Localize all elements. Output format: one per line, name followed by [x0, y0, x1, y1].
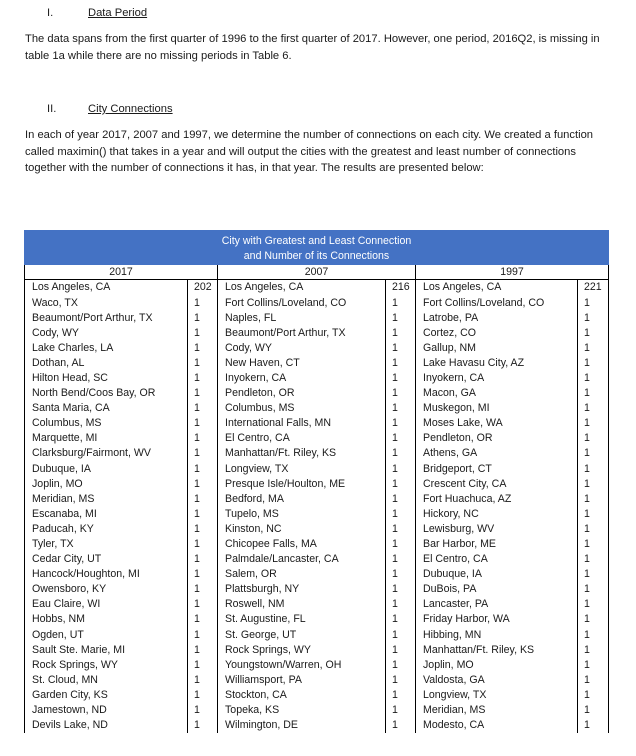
count-2017: 1: [188, 326, 218, 341]
table-row: [25, 341, 609, 356]
table-row: [25, 582, 609, 597]
count-2007: 1: [386, 718, 416, 733]
count-1997: 1: [578, 522, 609, 537]
count-2007: 1: [386, 477, 416, 492]
city-1997: Cortez, CO: [416, 326, 578, 341]
city-2007: International Falls, MN: [218, 416, 386, 431]
city-2017: Garden City, KS: [25, 688, 188, 703]
count-2007: 1: [386, 673, 416, 688]
table-title-row: [25, 231, 609, 265]
count-1997: 1: [578, 628, 609, 643]
table-row: [25, 643, 609, 658]
count-2017: 1: [188, 673, 218, 688]
city-1997: Meridian, MS: [416, 703, 578, 718]
city-2007: Palmdale/Lancaster, CA: [218, 552, 386, 567]
count-2007: 1: [386, 507, 416, 522]
count-2017: 1: [188, 643, 218, 658]
city-2007: Beaumont/Port Arthur, TX: [218, 326, 386, 341]
count-2017: 1: [188, 537, 218, 552]
count-2017: 1: [188, 356, 218, 371]
table-row: [25, 522, 609, 537]
count-2007: 1: [386, 371, 416, 386]
table-row: [25, 507, 609, 522]
table-row: [25, 401, 609, 416]
city-2017: Hobbs, NM: [25, 612, 188, 627]
count-1997: 1: [578, 718, 609, 733]
count-2007: 1: [386, 628, 416, 643]
count-1997: 1: [578, 597, 609, 612]
city-2007: Plattsburgh, NY: [218, 582, 386, 597]
city-2017: Columbus, MS: [25, 416, 188, 431]
city-2017: Sault Ste. Marie, MI: [25, 643, 188, 658]
year-header-1997: 1997: [416, 265, 609, 280]
section-2-title: City Connections: [88, 103, 173, 115]
city-2007: Pendleton, OR: [218, 386, 386, 401]
city-2017: Lake Charles, LA: [25, 341, 188, 356]
section-1-paragraph: The data spans from the first quarter of 1996 to the first quarter of 2017. However, one period, 2016Q2, is missing in table 1a while there are no missing periods in Table 6.: [25, 33, 600, 62]
section-2-number: II.: [47, 103, 57, 115]
table-title-line-2: and Number of its Connections: [243, 249, 390, 262]
count-2007: 1: [386, 416, 416, 431]
city-1997: Macon, GA: [416, 386, 578, 401]
section-2-heading: [47, 101, 173, 117]
count-2007: 1: [386, 341, 416, 356]
city-2007: Naples, FL: [218, 311, 386, 326]
city-1997: Lake Havasu City, AZ: [416, 356, 578, 371]
city-2007: Youngstown/Warren, OH: [218, 658, 386, 673]
city-2007: Cody, WY: [218, 341, 386, 356]
count-1997: 1: [578, 673, 609, 688]
city-2007: St. Augustine, FL: [218, 612, 386, 627]
city-2007: Tupelo, MS: [218, 507, 386, 522]
city-2007: Roswell, NM: [218, 597, 386, 612]
count-2007: 1: [386, 311, 416, 326]
count-1997: 1: [578, 492, 609, 507]
city-2017: Escanaba, MI: [25, 507, 188, 522]
city-2017: Devils Lake, ND: [25, 718, 188, 733]
city-2017: Santa Maria, CA: [25, 401, 188, 416]
city-2017: Dubuque, IA: [25, 462, 188, 477]
table-row: [25, 477, 609, 492]
count-1997: 1: [578, 582, 609, 597]
city-2007: Fort Collins/Loveland, CO: [218, 296, 386, 311]
city-2007: Kinston, NC: [218, 522, 386, 537]
count-2017: 1: [188, 582, 218, 597]
city-connections-table: [24, 230, 609, 733]
city-2017: Paducah, KY: [25, 522, 188, 537]
count-1997: 1: [578, 311, 609, 326]
count-2007: 1: [386, 658, 416, 673]
city-2017: Los Angeles, CA: [25, 280, 188, 296]
count-2017: 1: [188, 567, 218, 582]
city-1997: Modesto, CA: [416, 718, 578, 733]
count-2017: 202: [188, 280, 218, 296]
city-2007: Columbus, MS: [218, 401, 386, 416]
table-row: [25, 552, 609, 567]
city-1997: Athens, GA: [416, 446, 578, 461]
city-1997: Fort Collins/Loveland, CO: [416, 296, 578, 311]
table-row: [25, 492, 609, 507]
count-2007: 1: [386, 462, 416, 477]
city-1997: Bar Harbor, ME: [416, 537, 578, 552]
count-2017: 1: [188, 552, 218, 567]
city-2007: Los Angeles, CA: [218, 280, 386, 296]
city-1997: Dubuque, IA: [416, 567, 578, 582]
count-1997: 1: [578, 462, 609, 477]
table-row: [25, 628, 609, 643]
city-2017: Clarksburg/Fairmont, WV: [25, 446, 188, 461]
city-1997: Joplin, MO: [416, 658, 578, 673]
count-2017: 1: [188, 371, 218, 386]
table-row: [25, 386, 609, 401]
city-2017: St. Cloud, MN: [25, 673, 188, 688]
table-row: [25, 658, 609, 673]
count-2017: 1: [188, 296, 218, 311]
city-2017: Cody, WY: [25, 326, 188, 341]
city-2017: Owensboro, KY: [25, 582, 188, 597]
city-1997: Moses Lake, WA: [416, 416, 578, 431]
table-year-row: [25, 265, 609, 280]
city-2007: Presque Isle/Houlton, ME: [218, 477, 386, 492]
city-1997: Hickory, NC: [416, 507, 578, 522]
table-row: [25, 296, 609, 311]
city-2007: New Haven, CT: [218, 356, 386, 371]
city-2017: Marquette, MI: [25, 431, 188, 446]
city-1997: Longview, TX: [416, 688, 578, 703]
city-1997: Los Angeles, CA: [416, 280, 578, 296]
city-2017: North Bend/Coos Bay, OR: [25, 386, 188, 401]
city-1997: Lancaster, PA: [416, 597, 578, 612]
table-row: [25, 688, 609, 703]
city-2007: Chicopee Falls, MA: [218, 537, 386, 552]
city-2017: Joplin, MO: [25, 477, 188, 492]
count-2017: 1: [188, 311, 218, 326]
count-2007: 1: [386, 703, 416, 718]
city-2007: Bedford, MA: [218, 492, 386, 507]
table-row: [25, 446, 609, 461]
table-row: [25, 416, 609, 431]
count-2007: 1: [386, 431, 416, 446]
city-2007: Inyokern, CA: [218, 371, 386, 386]
city-2007: Salem, OR: [218, 567, 386, 582]
count-1997: 1: [578, 386, 609, 401]
count-2007: 1: [386, 552, 416, 567]
city-2007: Stockton, CA: [218, 688, 386, 703]
table-row: [25, 612, 609, 627]
count-2017: 1: [188, 597, 218, 612]
city-2017: Waco, TX: [25, 296, 188, 311]
count-2017: 1: [188, 386, 218, 401]
count-1997: 1: [578, 446, 609, 461]
count-1997: 1: [578, 416, 609, 431]
count-2017: 1: [188, 341, 218, 356]
count-1997: 1: [578, 703, 609, 718]
city-2007: Topeka, KS: [218, 703, 386, 718]
count-2007: 1: [386, 386, 416, 401]
count-2007: 1: [386, 522, 416, 537]
city-2017: Dothan, AL: [25, 356, 188, 371]
count-1997: 1: [578, 341, 609, 356]
city-2017: Meridian, MS: [25, 492, 188, 507]
table-row: [25, 537, 609, 552]
count-1997: 1: [578, 567, 609, 582]
count-2007: 1: [386, 446, 416, 461]
count-1997: 1: [578, 688, 609, 703]
city-1997: Crescent City, CA: [416, 477, 578, 492]
table-row: [25, 311, 609, 326]
table-row: [25, 356, 609, 371]
count-2017: 1: [188, 688, 218, 703]
table-row: [25, 431, 609, 446]
city-2017: Hilton Head, SC: [25, 371, 188, 386]
city-2007: Rock Springs, WY: [218, 643, 386, 658]
city-1997: Gallup, NM: [416, 341, 578, 356]
count-2007: 1: [386, 537, 416, 552]
count-2017: 1: [188, 612, 218, 627]
count-2017: 1: [188, 628, 218, 643]
table-row: [25, 462, 609, 477]
count-2017: 1: [188, 492, 218, 507]
count-2007: 1: [386, 296, 416, 311]
section-1-number: I.: [47, 7, 54, 19]
count-1997: 1: [578, 507, 609, 522]
city-1997: DuBois, PA: [416, 582, 578, 597]
count-1997: 1: [578, 658, 609, 673]
city-1997: Valdosta, GA: [416, 673, 578, 688]
city-1997: Lewisburg, WV: [416, 522, 578, 537]
city-1997: Muskegon, MI: [416, 401, 578, 416]
count-2017: 1: [188, 431, 218, 446]
count-1997: 1: [578, 612, 609, 627]
count-1997: 1: [578, 431, 609, 446]
count-2017: 1: [188, 658, 218, 673]
city-2007: St. George, UT: [218, 628, 386, 643]
count-2007: 1: [386, 567, 416, 582]
city-2007: Wilmington, DE: [218, 718, 386, 733]
count-2017: 1: [188, 718, 218, 733]
count-2017: 1: [188, 507, 218, 522]
city-2017: Beaumont/Port Arthur, TX: [25, 311, 188, 326]
count-2017: 1: [188, 522, 218, 537]
city-1997: Bridgeport, CT: [416, 462, 578, 477]
city-2017: Cedar City, UT: [25, 552, 188, 567]
table-row: [25, 703, 609, 718]
count-1997: 1: [578, 296, 609, 311]
section-1-heading: [47, 5, 147, 21]
city-2017: Rock Springs, WY: [25, 658, 188, 673]
count-2017: 1: [188, 446, 218, 461]
count-2017: 1: [188, 703, 218, 718]
city-1997: Fort Huachuca, AZ: [416, 492, 578, 507]
table-title-line-1: City with Greatest and Least Connection: [221, 235, 412, 247]
count-2017: 1: [188, 416, 218, 431]
count-2007: 1: [386, 326, 416, 341]
count-2007: 1: [386, 582, 416, 597]
table-row: [25, 673, 609, 688]
city-1997: Hibbing, MN: [416, 628, 578, 643]
count-1997: 1: [578, 326, 609, 341]
city-1997: Pendleton, OR: [416, 431, 578, 446]
city-2017: Eau Claire, WI: [25, 597, 188, 612]
count-2007: 1: [386, 401, 416, 416]
city-2017: Hancock/Houghton, MI: [25, 567, 188, 582]
count-1997: 1: [578, 477, 609, 492]
count-2007: 1: [386, 492, 416, 507]
city-2007: El Centro, CA: [218, 431, 386, 446]
city-2017: Jamestown, ND: [25, 703, 188, 718]
table-title: [25, 231, 609, 265]
table-row: [25, 326, 609, 341]
table-row: [25, 718, 609, 733]
count-1997: 221: [578, 280, 609, 296]
count-1997: 1: [578, 537, 609, 552]
count-1997: 1: [578, 401, 609, 416]
city-1997: El Centro, CA: [416, 552, 578, 567]
year-header-2017: 2017: [25, 265, 218, 280]
table-row: [25, 280, 609, 296]
count-2017: 1: [188, 462, 218, 477]
count-1997: 1: [578, 552, 609, 567]
city-1997: Manhattan/Ft. Riley, KS: [416, 643, 578, 658]
count-2007: 1: [386, 612, 416, 627]
city-1997: Friday Harbor, WA: [416, 612, 578, 627]
city-2017: Tyler, TX: [25, 537, 188, 552]
count-2017: 1: [188, 477, 218, 492]
city-2007: Williamsport, PA: [218, 673, 386, 688]
count-1997: 1: [578, 371, 609, 386]
table-body: [25, 280, 609, 733]
table-row: [25, 371, 609, 386]
section-1-title: Data Period: [88, 7, 148, 19]
table-row: [25, 567, 609, 582]
city-2017: Ogden, UT: [25, 628, 188, 643]
count-2007: 1: [386, 356, 416, 371]
section-2-paragraph: In each of year 2017, 2007 and 1997, we determine the number of connections on each city. We created a function called maximin() that takes in a year and will output the cities with the greatest and least number of connections together with the number of connections it has, in that year. The results are presented below:: [25, 129, 594, 174]
count-1997: 1: [578, 643, 609, 658]
city-2007: Longview, TX: [218, 462, 386, 477]
year-header-2007: 2007: [218, 265, 416, 280]
count-2007: 1: [386, 597, 416, 612]
count-2007: 216: [386, 280, 416, 296]
city-1997: Latrobe, PA: [416, 311, 578, 326]
city-1997: Inyokern, CA: [416, 371, 578, 386]
count-2017: 1: [188, 401, 218, 416]
count-1997: 1: [578, 356, 609, 371]
count-2007: 1: [386, 688, 416, 703]
city-2007: Manhattan/Ft. Riley, KS: [218, 446, 386, 461]
table-row: [25, 597, 609, 612]
count-2007: 1: [386, 643, 416, 658]
